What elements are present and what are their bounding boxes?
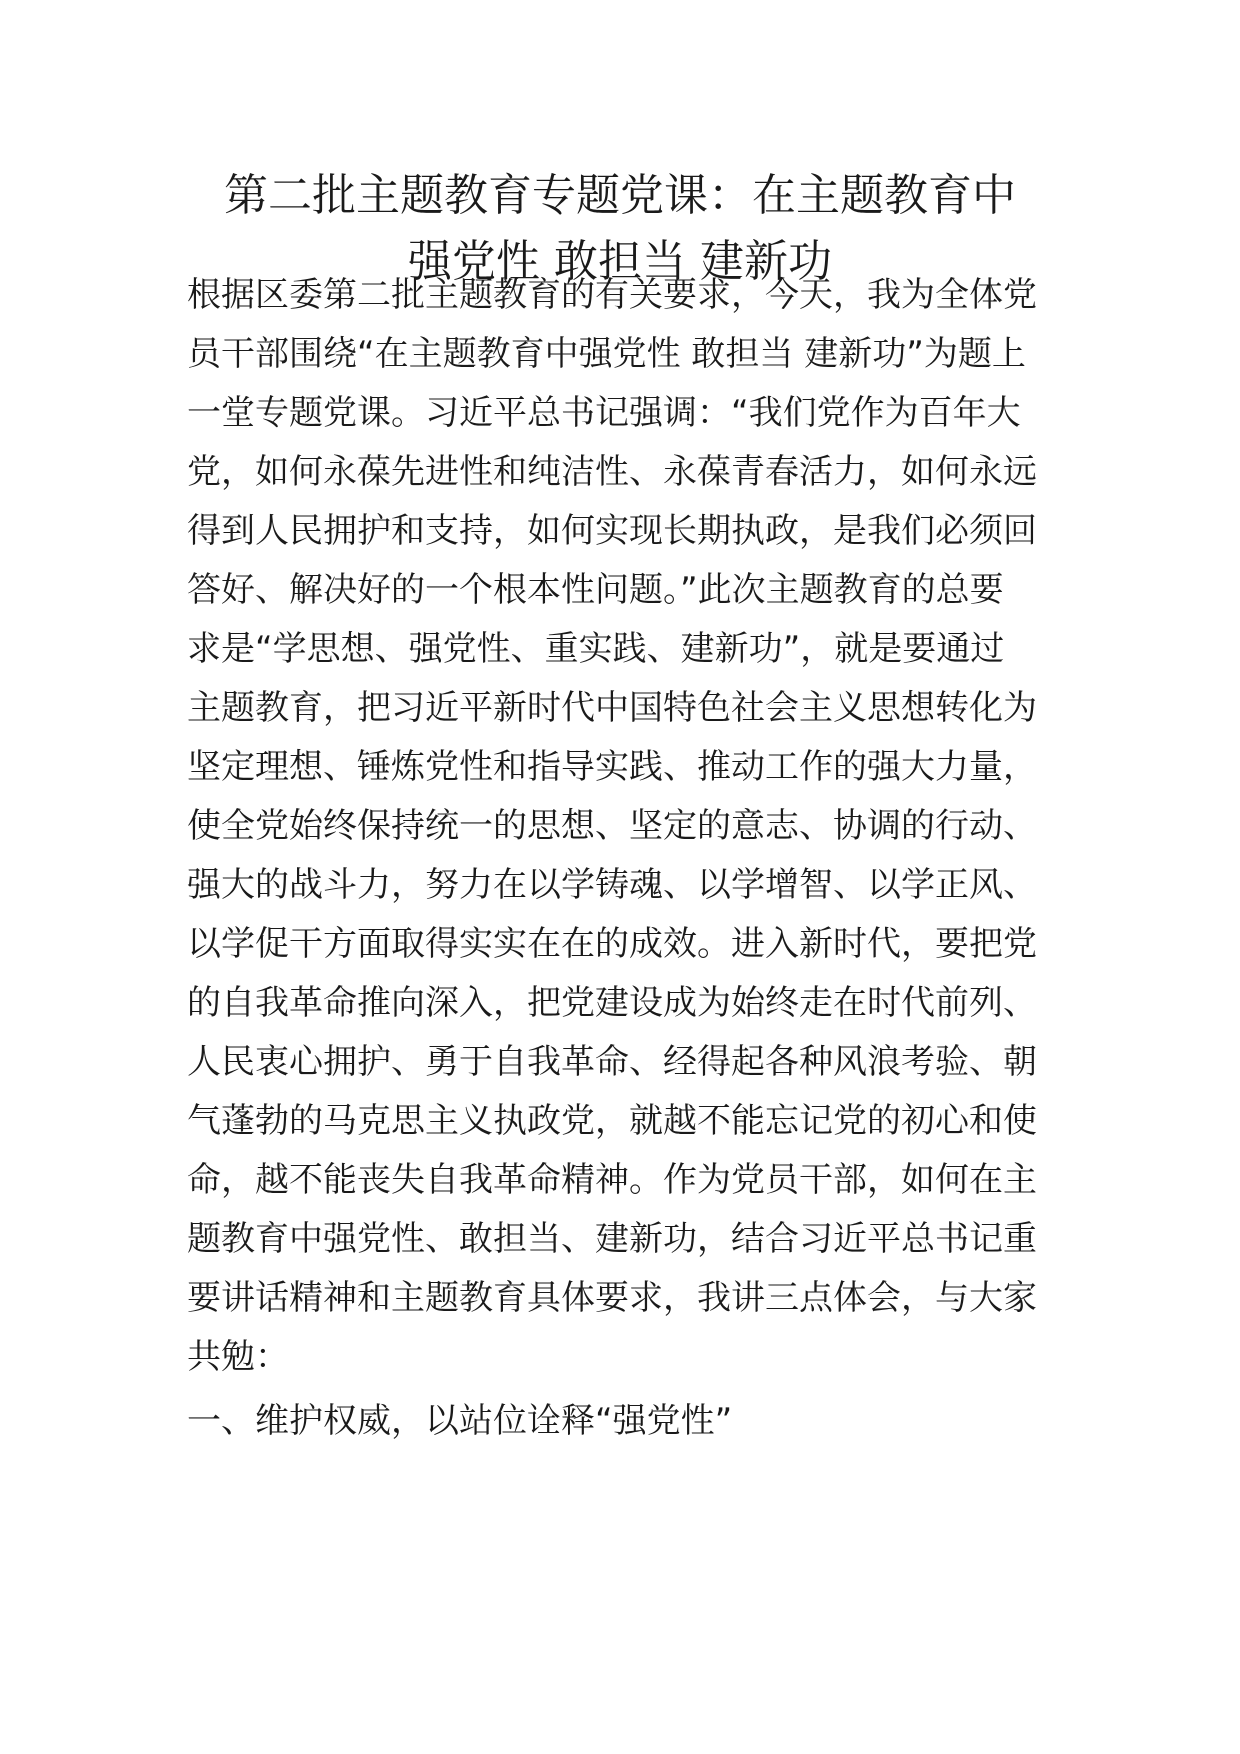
paragraph-line: 共勉： (187, 1337, 289, 1377)
paragraph-line: 根据区委第二批主题教育的有关要求，今天，我为全体党 (187, 275, 1037, 315)
paragraph-line: 的自我革命推向深入，把党建设成为始终走在时代前列、 (187, 983, 1037, 1023)
paragraph-line: 主题教育，把习近平新时代中国特色社会主义思想转化为 (187, 688, 1037, 728)
paragraph-line: 命，越不能丧失自我革命精神。作为党员干部，如何在主 (187, 1160, 1037, 1200)
document-title-line-1: 第二批主题教育专题党课：在主题教育中 (224, 170, 1016, 221)
paragraph-line: 一堂专题党课。习近平总书记强调：“我们党作为百年大 (187, 393, 1021, 433)
paragraph-line: 要讲话精神和主题教育具体要求，我讲三点体会，与大家 (187, 1278, 1037, 1318)
paragraph-line: 题教育中强党性、敢担当、建新功，结合习近平总书记重 (187, 1219, 1037, 1259)
paragraph-line: 强大的战斗力，努力在以学铸魂、以学增智、以学正风、 (187, 865, 1037, 905)
paragraph-line: 得到人民拥护和支持，如何实现长期执政，是我们必须回 (187, 511, 1037, 551)
paragraph-line: 员干部围绕“在主题教育中强党性 敢担当 建新功”为题上 (187, 334, 1026, 374)
paragraph-line: 坚定理想、锤炼党性和指导实践、推动工作的强大力量， (187, 747, 1037, 787)
paragraph-line: 求是“学思想、强党性、重实践、建新功”，就是要通过 (187, 629, 1005, 669)
paragraph-line: 人民衷心拥护、勇于自我革命、经得起各种风浪考验、朝 (187, 1042, 1037, 1082)
paragraph-line: 以学促干方面取得实实在在的成效。进入新时代，要把党 (187, 924, 1037, 964)
paragraph-line: 使全党始终保持统一的思想、坚定的意志、协调的行动、 (187, 806, 1037, 846)
document-title-line-2: 强党性 敢担当 建新功 (408, 236, 832, 287)
paragraph-line: 党，如何永葆先进性和纯洁性、永葆青春活力，如何永远 (187, 452, 1037, 492)
paragraph-line: 答好、解决好的一个根本性问题。”此次主题教育的总要 (187, 570, 1004, 610)
section-heading: 一、维护权威，以站位诠释“强党性” (187, 1401, 733, 1441)
paragraph-line: 气蓬勃的马克思主义执政党，就越不能忘记党的初心和使 (187, 1101, 1037, 1141)
